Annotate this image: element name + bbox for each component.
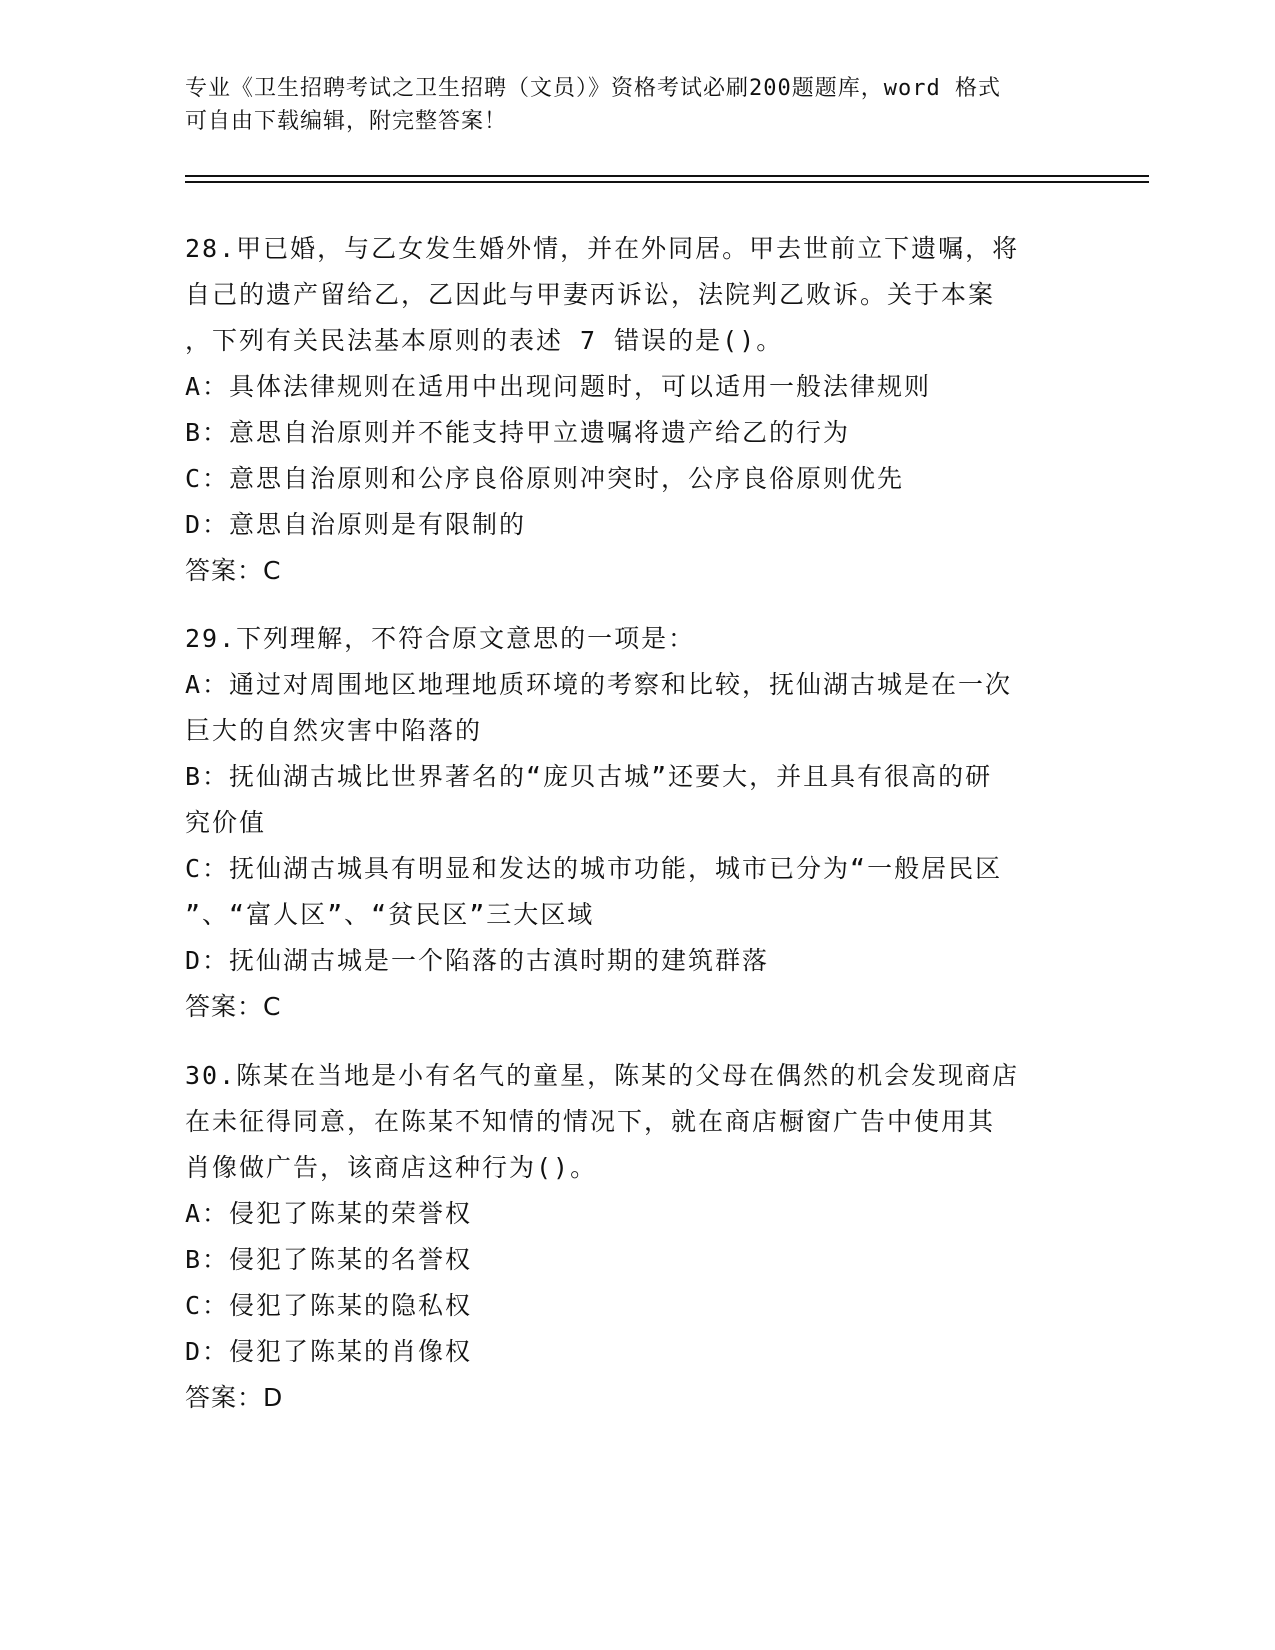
answer-label: 答案：C: [185, 556, 282, 585]
option-a-continued: 巨大的自然灾害中陷落的: [185, 716, 483, 745]
header-title-line-2: 可自由下载编辑，附完整答案！: [185, 109, 508, 134]
question-stem-line: 肖像做广告，该商店这种行为()。: [185, 1153, 598, 1182]
option-d: D：侵犯了陈某的肖像权: [185, 1337, 473, 1366]
question-stem-line: 28.甲已婚，与乙女发生婚外情，并在外同居。甲去世前立下遗嘱，将: [185, 234, 1020, 263]
question-stem-line: 自己的遗产留给乙，乙因此与甲妻丙诉讼，法院判乙败诉。关于本案: [185, 280, 996, 309]
option-c: C：抚仙湖古城具有明显和发达的城市功能，城市已分为“一般居民区: [185, 854, 1003, 883]
option-a: A：具体法律规则在适用中出现问题时，可以适用一般法律规则: [185, 372, 932, 401]
document-header: [185, 72, 1085, 138]
answer-label: 答案：C: [185, 992, 282, 1021]
option-b: B：侵犯了陈某的名誉权: [185, 1245, 473, 1274]
option-b: B：意思自治原则并不能支持甲立遗嘱将遗产给乙的行为: [185, 418, 851, 447]
question-stem-line: 在未征得同意，在陈某不知情的情况下，就在商店橱窗广告中使用其: [185, 1107, 996, 1136]
question-stem-line: 29.下列理解，不符合原文意思的一项是：: [185, 624, 696, 653]
question-30: [185, 1053, 1085, 1421]
header-title-line-1: 专业《卫生招聘考试之卫生招聘（文员）》资格考试必刷200题题库，word 格式: [185, 76, 1001, 101]
option-b: B：抚仙湖古城比世界著名的“庞贝古城”还要大，并且具有很高的研: [185, 762, 993, 791]
answer-label: 答案：D: [185, 1383, 284, 1412]
question-29: [185, 616, 1085, 1030]
option-c-continued: ”、“富人区”、“贫民区”三大区域: [185, 900, 595, 929]
option-c: C：意思自治原则和公序良俗原则冲突时，公序良俗原则优先: [185, 464, 905, 493]
option-a: A：通过对周围地区地理地质环境的考察和比较，抚仙湖古城是在一次: [185, 670, 1013, 699]
question-stem-line: 30.陈某在当地是小有名气的童星，陈某的父母在偶然的机会发现商店: [185, 1061, 1020, 1090]
option-c: C：侵犯了陈某的隐私权: [185, 1291, 473, 1320]
header-divider-bottom: [185, 181, 1149, 183]
question-28: [185, 226, 1085, 594]
option-a: A：侵犯了陈某的荣誉权: [185, 1199, 473, 1228]
question-stem-line: ，下列有关民法基本原则的表述 7 错误的是()。: [185, 326, 784, 355]
option-d: D：意思自治原则是有限制的: [185, 510, 527, 539]
option-d: D：抚仙湖古城是一个陷落的古滇时期的建筑群落: [185, 946, 770, 975]
header-divider-top: [185, 175, 1149, 177]
option-b-continued: 究价值: [185, 808, 267, 837]
